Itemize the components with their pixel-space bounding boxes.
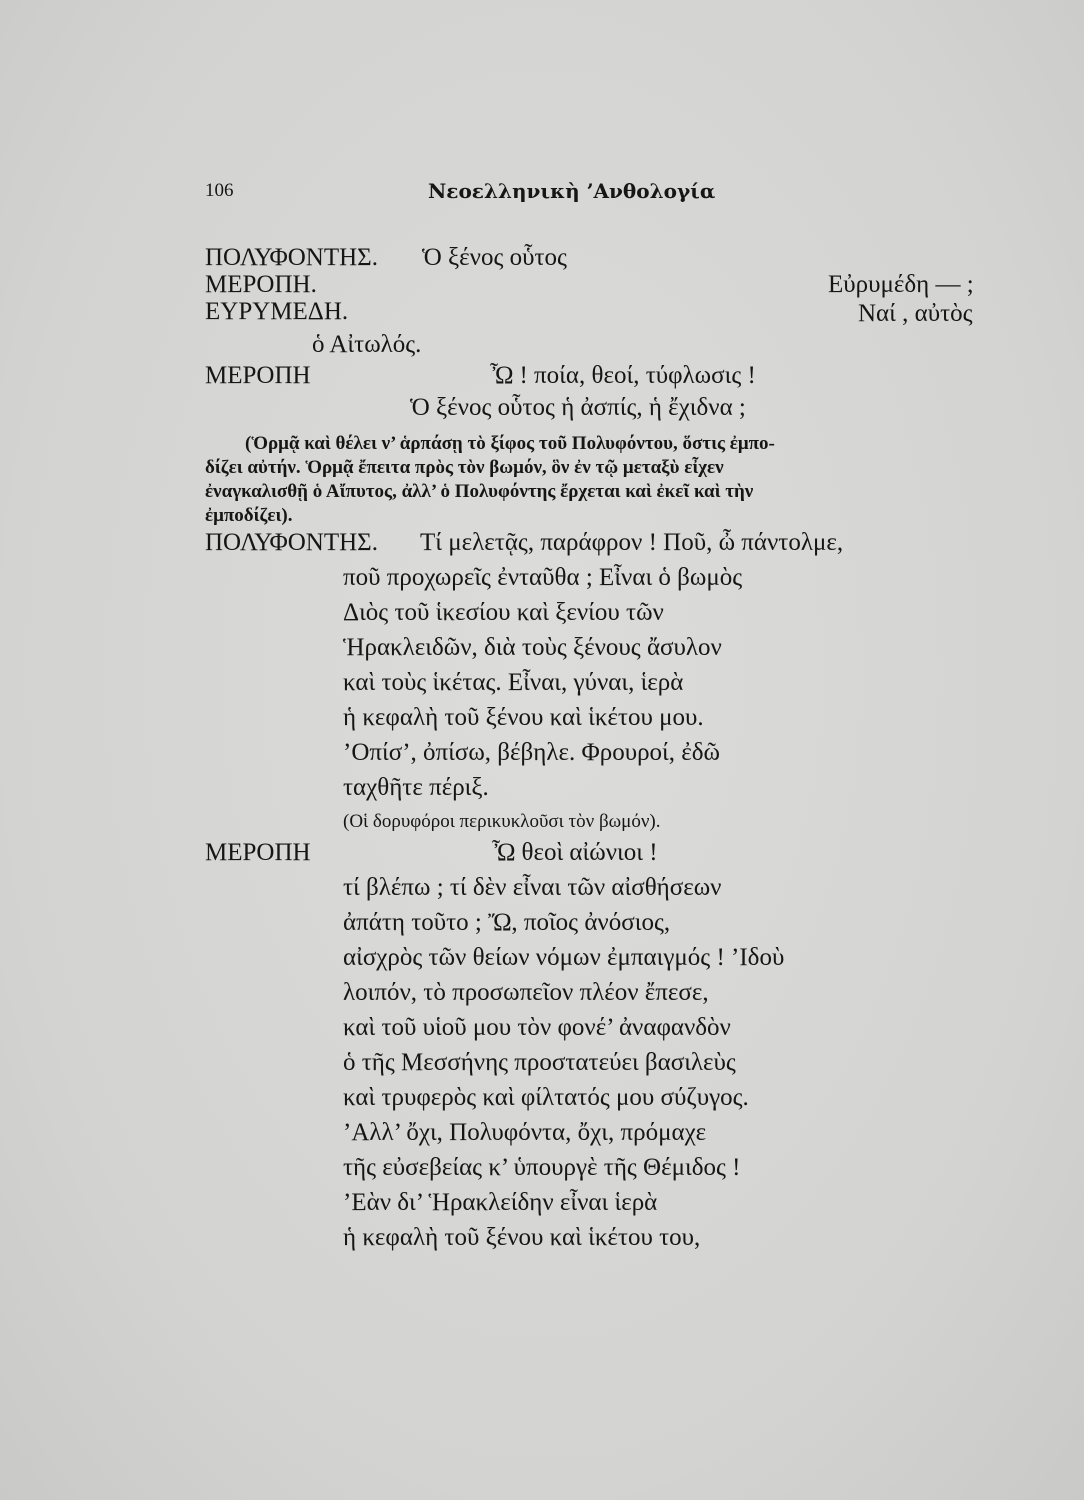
- stage-direction-line: δίζει αὐτήν. Ὁρμᾷ ἔπειτα πρὸς τὸν βωμόν, ὃν ἐν τῷ μεταξὺ εἶχεν: [205, 457, 724, 478]
- verse-line: ὁ τῆς Μεσσήνης προστατεύει βασιλεὺς: [343, 1049, 736, 1076]
- stage-direction: (Οἱ δορυφόροι περικυκλοῦσι τὸν βωμόν).: [343, 811, 661, 832]
- verse-line: Ἡρακλειδῶν, διὰ τοὺς ξένους ἄσυλον: [343, 634, 722, 661]
- speaker: ΠΟΛΥΦΟΝΤΗΣ.: [205, 529, 378, 556]
- verse-line: τῆς εὐσεβείας κ’ ὑπουργὲ τῆς Θέμιδος !: [343, 1154, 741, 1181]
- dialogue-line: ὁ Αἰτωλός.: [312, 331, 422, 358]
- dialogue-line: Ὦ ! ποία, θεοί, τύφλωσις !: [490, 362, 756, 389]
- verse-line: ’Οπίσ’, ὀπίσω, βέβηλε. Φρουροί, ἐδῶ: [343, 739, 721, 766]
- speaker: ΕΥΡΥΜΕΔΗ.: [205, 298, 349, 325]
- verse-line: ποῦ προχωρεῖς ἐνταῦθα ; Εἶναι ὁ βωμὸς: [343, 564, 743, 591]
- verse-line: ἀπάτη τοῦτο ; Ὤ, ποῖος ἀνόσιος,: [343, 909, 671, 936]
- speaker: ΜΕΡΟΠΗ: [205, 839, 311, 866]
- verse-line: ταχθῆτε πέριξ.: [343, 774, 489, 801]
- verse-line: ’Εὰν δι’ Ἡρακλείδην εἶναι ἱερὰ: [343, 1189, 658, 1216]
- verse-line: ἡ κεφαλὴ τοῦ ξένου καὶ ἱκέτου του,: [343, 1224, 701, 1251]
- verse-line: τί βλέπω ; τί δὲν εἶναι τῶν αἰσθήσεων: [343, 874, 722, 901]
- stage-direction-line: ἐμποδίζει).: [205, 505, 293, 526]
- verse-line: λοιπόν, τὸ προσωπεῖον πλέον ἔπεσε,: [343, 979, 709, 1006]
- running-title: Νεοελληνικὴ ’Ανθολογία: [428, 179, 716, 203]
- speaker: ΜΕΡΟΠΗ.: [205, 271, 317, 298]
- dialogue-line: Ναί , αὐτὸς: [858, 300, 973, 327]
- verse-line: καὶ τοὺς ἱκέτας. Εἶναι, γύναι, ἱερὰ: [343, 669, 684, 696]
- speaker: ΜΕΡΟΠΗ: [205, 362, 311, 389]
- verse-line: αἰσχρὸς τῶν θείων νόμων ἐμπαιγμός ! ’Ιδοὺ: [343, 944, 785, 971]
- speaker: ΠΟΛΥΦΟΝΤΗΣ.: [205, 244, 378, 271]
- verse-line: Ὦ θεοὶ αἰώνιοι !: [492, 839, 658, 866]
- verse-line: Διὸς τοῦ ἱκεσίου καὶ ξενίου τῶν: [343, 599, 664, 626]
- dialogue-line: Ὁ ξένος οὗτος ἡ ἀσπίς, ἡ ἔχιδνα ;: [410, 394, 746, 421]
- verse-line: καὶ τοῦ υἱοῦ μου τὸν φονέ’ ἀναφανδὸν: [343, 1014, 731, 1041]
- page-number: 106: [205, 180, 234, 201]
- verse-line: Τί μελετᾷς, παράφρον ! Ποῦ, ὦ πάντολμε,: [420, 529, 844, 556]
- verse-line: καὶ τρυφερὸς καὶ φίλτατός μου σύζυγος.: [343, 1084, 749, 1111]
- dialogue-line: Εὐρυμέδη — ;: [828, 271, 974, 298]
- verse-line: ’Αλλ’ ὄχι, Πολυφόντα, ὄχι, πρόμαχε: [343, 1119, 707, 1146]
- verse-line: ἡ κεφαλὴ τοῦ ξένου καὶ ἱκέτου μου.: [343, 704, 704, 731]
- stage-direction-line: ἐναγκαλισθῇ ὁ Αἴπυτος, ἀλλ’ ὁ Πολυφόντης ἔρχεται καὶ ἐκεῖ καὶ τὴν: [205, 481, 754, 502]
- dialogue-line: Ὁ ξένος οὗτος: [422, 244, 567, 271]
- stage-direction-line: (Ὁρμᾷ καὶ θέλει ν’ ἁρπάσῃ τὸ ξίφος τοῦ Πολυφόντου, ὅστις ἐμπο-: [245, 433, 775, 454]
